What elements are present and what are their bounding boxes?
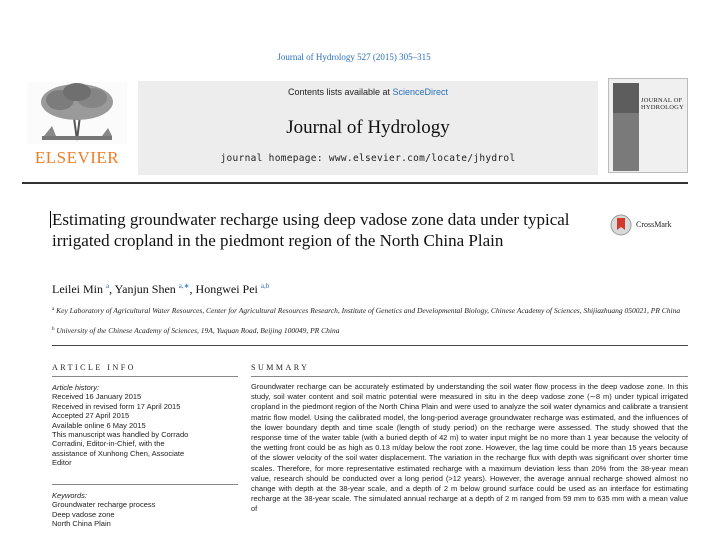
affiliation-text: Key Laboratory of Agricultural Water Resources, Center for Agricultural Resources Research, Institute of Genetics and Developmental Biology, Chinese Academy of Sciences, Shijiazhuang 050021, PR China — [56, 306, 681, 315]
affiliation-marker: b — [52, 327, 55, 332]
history-line: Corradini, Editor-in-Chief, with the — [52, 439, 165, 449]
cover-title: JOURNAL OF HYDROLOGY — [641, 97, 684, 111]
masthead-divider — [22, 182, 688, 184]
cover-image-band-dark — [613, 83, 639, 113]
affiliation-text: University of the Chinese Academy of Sciences, 19A, Yuquan Road, Beijing 100049, PR China — [56, 326, 340, 335]
history-line: Available online 6 May 2015 — [52, 420, 146, 430]
journal-cover-thumbnail — [608, 78, 688, 173]
journal-citation[interactable]: Journal of Hydrology 527 (2015) 305–315 — [277, 52, 431, 62]
author-affiliation-ref[interactable]: a — [106, 282, 110, 290]
author-affiliation-ref[interactable]: a,∗ — [178, 282, 190, 290]
keyword: North China Plain — [52, 519, 111, 529]
history-line: Received in revised form 17 April 2015 — [52, 401, 181, 411]
masthead-banner — [138, 81, 598, 175]
journal-masthead — [22, 78, 688, 177]
text-cursor — [50, 211, 51, 228]
header-divider — [52, 345, 688, 346]
history-line: This manuscript was handled by Corrado — [52, 430, 189, 440]
affiliation — [52, 305, 692, 316]
keyword: Deep vadose zone — [52, 509, 115, 519]
contents-availability — [138, 87, 598, 97]
keywords — [52, 491, 238, 529]
article-history — [52, 383, 238, 468]
affiliation-marker: a — [52, 307, 55, 312]
history-line: assistance of Xunhong Chen, Associate — [52, 448, 185, 458]
keyword: Groundwater recharge process — [52, 500, 156, 510]
history-line: Accepted 27 April 2015 — [52, 411, 130, 421]
contents-prefix: Contents lists available at — [287, 87, 393, 97]
summary-text: Groundwater recharge can be accurately estimated by understanding the soil water flow process in the deep vadose zone. In this study, soil water content and soil matric potential were measured in situ in the deep vadose zone (∼8 m) under typical irrigated cropland in the piedmont region of the North China Plain and were used to analyze the soil water dynamics and calibrate a transient matric flow model. Using the calibrated model, the long-period average groundwater recharge was estimated, and the influences of the lower boundary depth and time scale (length of study period) on the recharge were assessed. The study showed that the response time of the water table (with a buried depth of 42 m) to water input might be no more than 1 year because the velocity of the wetting front could be as high as 0.13 m/day below the root zone. However, the lag time could be more than 15 years because of the slower velocity of the soil water displacement. The variation in the recharge flux with depth was significant over shorter time scales. Therefore, for more representative estimated recharge with a maximum deviation less than 20% from the 38-year mean value, research should be conducted over a long period (>12 years). However, the average annual recharge showed almost no change with depth at the 38-year scale, and a depth of 2 m below ground surface could be used as an interface for estimating recharge at the 38-year scale. The simulated annual recharge at a depth of 2 m ranged from 59 mm to 635 mm with a mean value of — [251, 382, 688, 514]
author-name[interactable]: Leilei Min — [52, 282, 103, 296]
summary-rule — [251, 376, 688, 377]
author-list: Leilei Min $^a$, Yanjun Shen $^{a,∗}$, Hongwei Pei $^{a,b}$ — [52, 282, 270, 296]
author-name[interactable]: Hongwei Pei — [195, 282, 258, 296]
article-info-divider — [52, 484, 238, 485]
journal-homepage[interactable]: journal homepage: www.elsevier.com/locate/jhydrol — [220, 153, 516, 164]
author-name[interactable]: Yanjun Shen — [114, 282, 176, 296]
history-line: Received 16 January 2015 — [52, 392, 142, 402]
journal-name: Journal of Hydrology — [286, 117, 450, 138]
elsevier-tree-logo — [22, 78, 132, 168]
crossmark-label: CrossMark — [636, 220, 672, 229]
article-info-heading: ARTICLE INFO — [52, 363, 136, 372]
article-info-rule — [52, 376, 238, 377]
keywords-label: Keywords: — [52, 491, 88, 500]
summary-heading: SUMMARY — [251, 363, 310, 372]
article-title: Estimating groundwater recharge using deep vadose zone data under typical irrigated cropland in the piedmont region of the North China Plain — [52, 210, 570, 250]
sciencedirect-link[interactable]: ScienceDirect — [392, 87, 449, 97]
history-line: Editor — [52, 458, 72, 468]
crossmark-icon — [610, 214, 632, 236]
history-label: Article history: — [52, 383, 100, 392]
elsevier-wordmark: ELSEVIER — [34, 148, 120, 167]
affiliation — [52, 325, 692, 336]
crossmark-badge[interactable] — [610, 214, 690, 236]
author-affiliation-ref[interactable]: a,b — [260, 282, 270, 290]
